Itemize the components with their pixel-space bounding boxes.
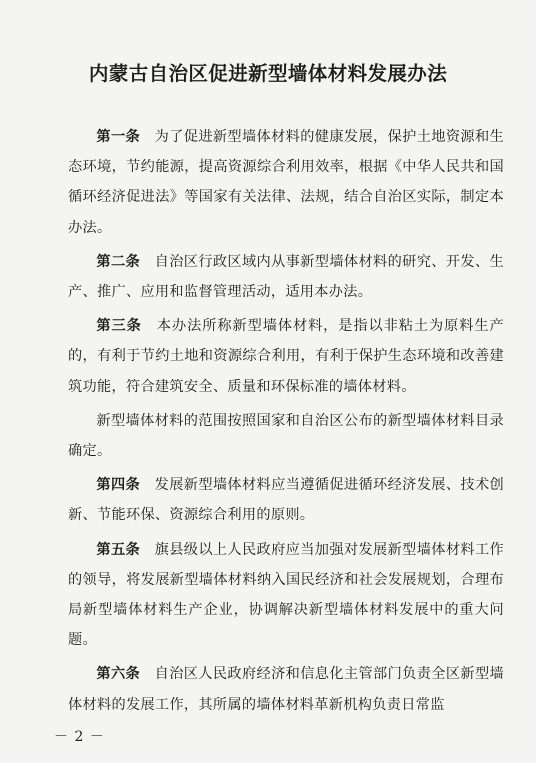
article-heading: 第二条 [96,253,141,270]
article-4 [68,470,504,530]
document-title: 内蒙古自治区促进新型墙体材料发展办法 [88,62,448,85]
article-3-paragraph-2 [68,406,504,466]
article-heading: 第一条 [96,129,141,145]
article-heading: 第六条 [96,666,141,683]
article-text: 旗县级以上人民政府应当加强对发展新型墙体材料工作的领导，将发展新型墙体材料纳入国民经济和社会发展规划，合理布局新型墙体材料生产企业，协调解决新型墙体材料发展中的重大问题。 [68,541,504,649]
article-3 [68,311,504,402]
article-text: 本办法所称新型墙体材料，是指以非粘土为原料生产的，有利于节约土地和资源综合利用，有利于保护生态环境和改善建筑功能，符合建筑安全、质量和环保标准的墙体材料。 [68,318,504,395]
article-heading: 第四条 [96,477,141,494]
article-heading: 第五条 [96,541,141,558]
article-text: 自治区人民政府经济和信息化主管部门负责全区新型墙体材料的发展工作，其所属的墙体材料革新机构负责日常监 [68,666,504,713]
paragraph-text: 新型墙体材料的范围按照国家和自治区公布的新型墙体材料目录确定。 [68,412,504,460]
article-2 [68,247,504,307]
page-number: － 2 － [54,729,105,745]
article-text: 发展新型墙体材料应当遵循促进循环经济发展、技术创新、节能环保、资源综合利用的原则。 [68,477,504,524]
article-1 [68,122,504,243]
article-text: 自治区行政区域内从事新型墙体材料的研究、开发、生产、推广、应用和监督管理活动，适用本办法。 [68,253,504,301]
article-5 [68,535,504,656]
article-text: 为了促进新型墙体材料的健康发展，保护土地资源和生态环境，节约能源，提高资源综合利用效率，根据《中华人民共和国循环经济促进法》等国家有关法律、法规，结合自治区实际，制定本办法。 [68,129,504,236]
article-6 [68,659,504,719]
article-heading: 第三条 [96,318,142,335]
document-body [68,122,504,724]
